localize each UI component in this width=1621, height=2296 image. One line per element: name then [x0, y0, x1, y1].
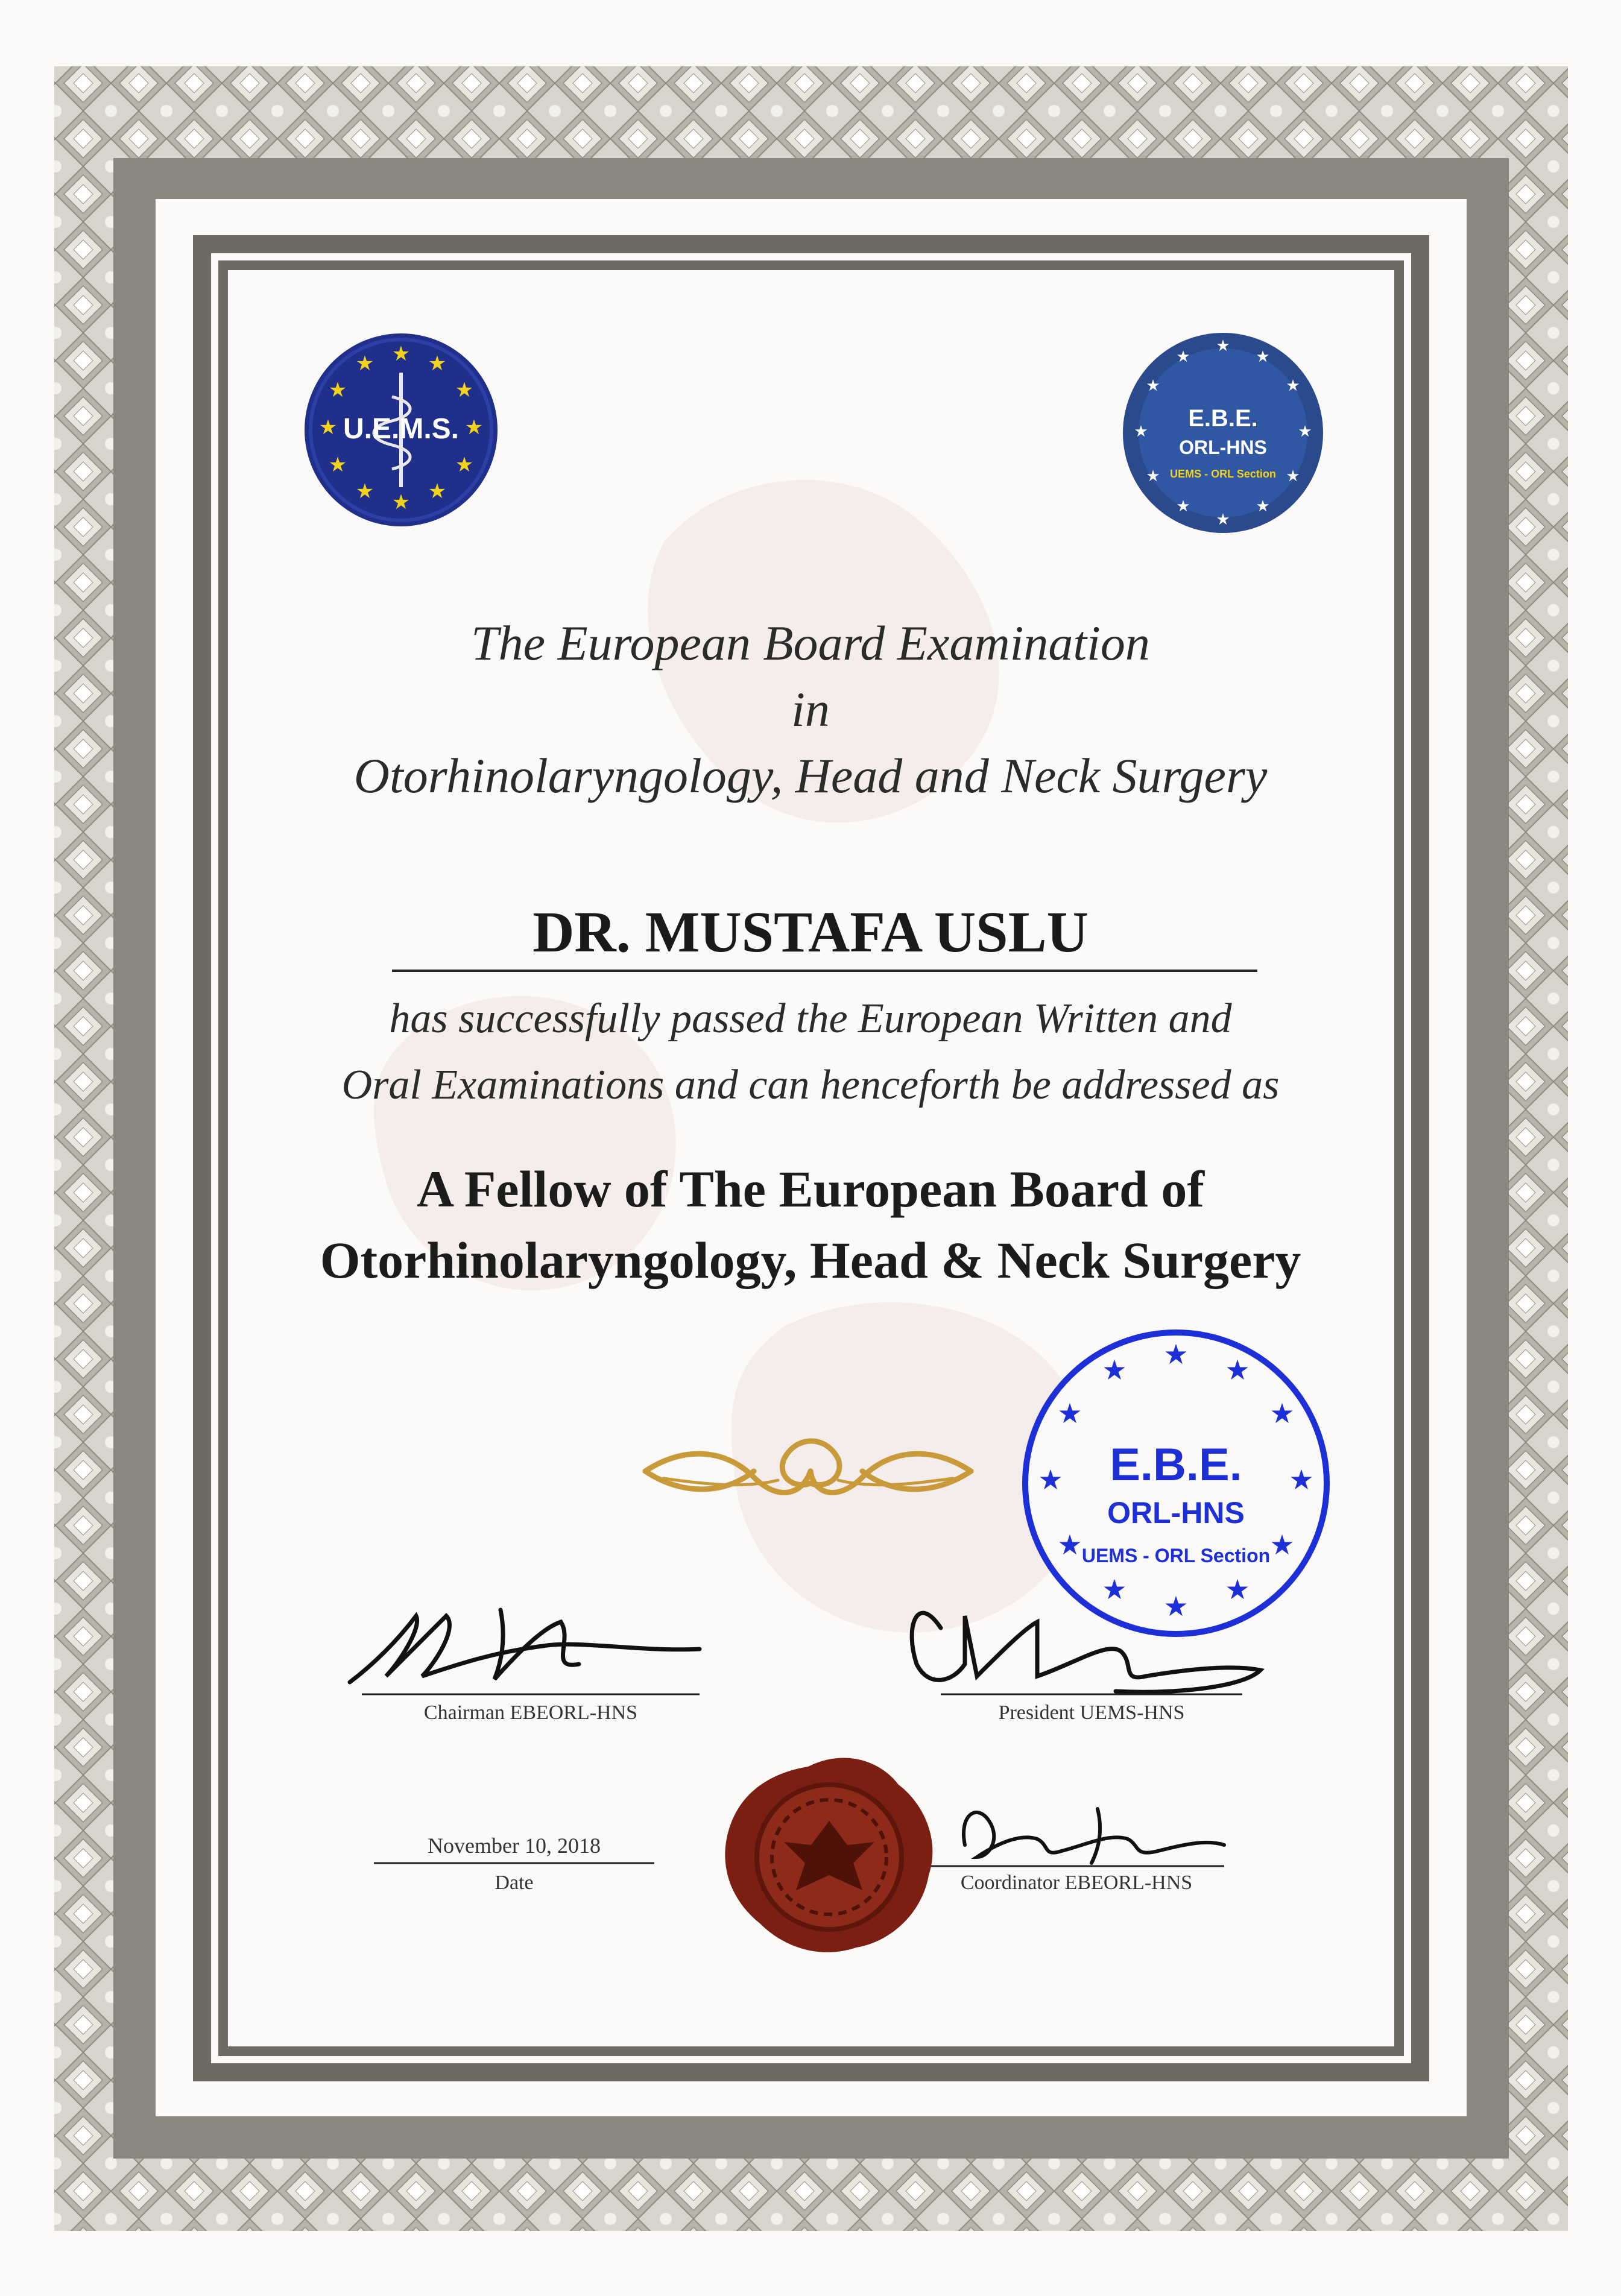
ebe-stamp: [1019, 1326, 1333, 1640]
svg-text:★: ★: [355, 352, 374, 376]
svg-text:★: ★: [1256, 348, 1270, 366]
svg-text:★: ★: [455, 378, 474, 402]
svg-text:★: ★: [1146, 377, 1160, 395]
chairman-caption: Chairman EBEORL-HNS: [423, 1702, 638, 1724]
recipient-name: DR. MUSTAFA USLU: [532, 900, 1089, 964]
svg-text:★: ★: [1216, 511, 1230, 529]
svg-text:★: ★: [355, 479, 374, 503]
uems-logo-text: U.E.M.S.: [343, 413, 460, 445]
ebe-logo-line3: UEMS - ORL Section: [1170, 468, 1276, 480]
president-caption: President UEMS-HNS: [998, 1702, 1185, 1724]
svg-text:★: ★: [1163, 1338, 1189, 1370]
uems-logo: [302, 330, 501, 529]
date-value: November 10, 2018: [428, 1834, 601, 1858]
svg-text:★: ★: [1298, 423, 1312, 441]
svg-text:★: ★: [1216, 337, 1230, 355]
date-caption: Date: [495, 1872, 534, 1894]
svg-text:★: ★: [318, 415, 338, 440]
ebe-logo-line1: E.B.E.: [1188, 405, 1258, 432]
svg-text:★: ★: [1176, 497, 1190, 516]
svg-text:★: ★: [428, 352, 447, 376]
svg-text:★: ★: [1225, 1573, 1250, 1606]
svg-text:★: ★: [391, 490, 411, 514]
svg-text:★: ★: [1289, 1463, 1314, 1496]
body-line-2: Oral Examinations and can henceforth be addressed as: [341, 1062, 1280, 1108]
svg-text:★: ★: [464, 415, 484, 440]
ebe-logo-line2: ORL-HNS: [1179, 437, 1267, 458]
svg-text:★: ★: [1269, 1397, 1295, 1430]
svg-text:★: ★: [1102, 1354, 1127, 1386]
svg-text:★: ★: [328, 453, 347, 477]
svg-text:★: ★: [1256, 497, 1270, 516]
svg-text:★: ★: [1225, 1354, 1250, 1386]
svg-text:★: ★: [1102, 1573, 1127, 1606]
coordinator-caption: Coordinator EBEORL-HNS: [960, 1872, 1193, 1894]
heading-line-2: in: [791, 682, 830, 737]
heading-line-3: Otorhinolaryngology, Head and Neck Surgery: [353, 748, 1268, 803]
svg-text:★: ★: [1057, 1397, 1082, 1430]
fellowship-title-line-2: Otorhinolaryngology, Head & Neck Surgery: [320, 1231, 1301, 1289]
body-line-1: has successfully passed the European Written and: [389, 995, 1232, 1042]
stamp-line-3: UEMS - ORL Section: [1081, 1545, 1271, 1566]
stamp-line-1: E.B.E.: [1110, 1439, 1242, 1490]
svg-text:★: ★: [1163, 1590, 1189, 1623]
svg-text:★: ★: [1286, 377, 1300, 395]
fellowship-title-line-1: A Fellow of The European Board of: [416, 1160, 1205, 1218]
svg-text:★: ★: [1176, 348, 1190, 366]
svg-text:★: ★: [1146, 467, 1160, 485]
svg-text:★: ★: [428, 479, 447, 503]
svg-text:★: ★: [328, 378, 347, 402]
svg-text:★: ★: [1038, 1463, 1063, 1496]
svg-text:★: ★: [1286, 467, 1300, 485]
svg-text:★: ★: [455, 453, 474, 477]
heading-line-1: The European Board Examination: [471, 616, 1150, 670]
svg-text:★: ★: [1134, 423, 1148, 441]
stamp-line-2: ORL-HNS: [1107, 1496, 1245, 1530]
svg-text:★: ★: [391, 342, 411, 366]
svg-text:★: ★: [1269, 1528, 1295, 1561]
svg-text:★: ★: [1057, 1528, 1082, 1561]
ebe-logo: [1120, 330, 1326, 535]
